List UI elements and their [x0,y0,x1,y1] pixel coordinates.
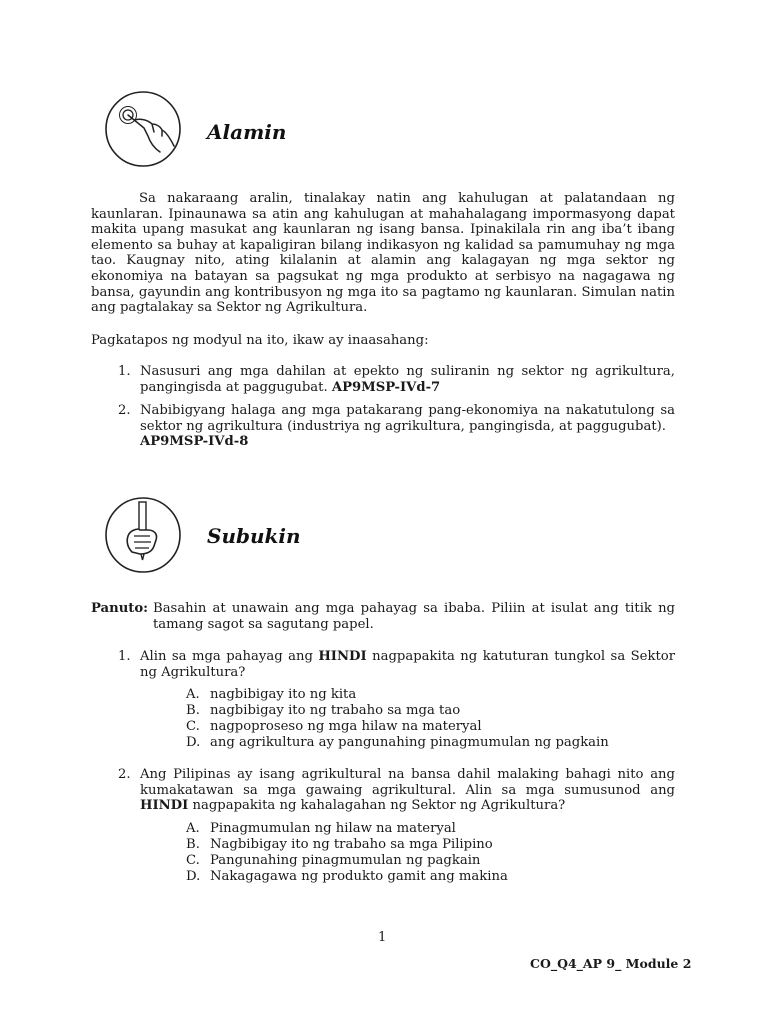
alamin-title: Alamin [207,120,287,144]
choice-a [186,687,666,703]
panuto-text: Basahin at unawain ang mga pahayag sa ibaba. Piliin at isulat ang titik ng tamang sagot sa sagutang papel. [153,601,675,632]
question-number: 2. [118,767,131,782]
objective-number: 2. [118,403,131,418]
choice-text: Pinagmumulan ng hilaw na materyal [210,821,456,836]
choice-text: nagbibigay ito ng kita [210,687,357,702]
choice-list [186,687,666,751]
choice-text: ang agrikultura ay pangunahing pinagmumulan ng pagkain [210,735,609,750]
choice-b [186,837,666,853]
alamin-intro-paragraph: Sa nakaraang aralin, tinalakay natin ang kahulugan at palatandaan ng kaunlaran. Ipinaunawa sa atin ang kahulugan at mahahalagang impormasyong dapat makita upang masukat ang kaunlaran ng isang bansa. Ipinakilala rin ang iba’t ibang elemento sa buhay at kapaligiran bilang indikasyon ng kalidad sa pamumuhay ng mga tao. Kaugnay nito, ating kilalanin at alamin ang kalagayan ng mga sektor ng ekonomiya na batayan sa pagsukat ng mga produkto at serbisyo na nagagawa ng bansa, gayundin ang kontribusyon ng mga ito sa pagtamo ng kaunlaran. Simulan natin ang pagtalakay sa Sektor ng Agrikultura. [91,191,675,316]
choice-list [186,821,666,885]
choice-letter: B. [186,837,200,852]
choice-text: Nagbibigay ito ng trabaho sa mga Pilipino [210,837,493,852]
choice-text: nagpoproseso ng mga hilaw na materyal [210,719,482,734]
objective-text: Nabibigyang halaga ang mga patakarang pang-ekonomiya na nakatutulong sa sektor ng agrikultura (industriya ng agrikultura, pangingisda, at paggugubat). [140,403,675,434]
choice-c [186,853,666,869]
pointing-hand-icon [104,90,182,168]
choice-letter: A. [186,687,200,702]
choice-letter: D. [186,869,201,884]
question-text: nagpapakita ng katuturan tungkol sa Sektor ng Agrikultura? [140,649,676,680]
choice-text: Nakagagawa ng produkto gamit ang makina [210,869,508,884]
panuto-label: Panuto: [91,601,149,616]
choice-c [186,719,666,735]
hand-holding-pencil-icon [104,496,182,574]
module-code: CO_Q4_AP 9_ Module 2 [530,956,692,971]
choice-text: Pangunahing pinagmumulan ng pagkain [210,853,481,868]
objective-number: 1. [118,364,131,379]
question-text: Ang Pilipinas ay isang agrikultural na bansa dahil malaking bahagi nito ang kumakatawan sa mga gawaing agrikultural. Alin sa mga sumusunod ang [140,767,675,798]
question-emphasis: HINDI [140,798,189,814]
choice-b [186,703,666,719]
choice-letter: B. [186,703,200,718]
choice-text: nagbibigay ito ng trabaho sa mga tao [210,703,461,718]
instructions [91,601,675,632]
choice-letter: C. [186,853,200,868]
choice-a [186,821,666,837]
question-item [118,649,675,680]
objective-code: AP9MSP-IVd-8 [140,434,249,450]
objective-item [118,403,675,450]
objective-code: AP9MSP-IVd-7 [331,379,441,395]
question-text: nagpapakita ng kahalagahan ng Sektor ng Agrikultura? [188,798,566,814]
question-text: Alin sa mga pahayag ang [140,649,319,664]
subukin-title: Subukin [207,524,301,548]
choice-d [186,869,666,885]
question-item [118,767,675,814]
question-emphasis: HINDI [318,649,367,664]
objective-text: Nasusuri ang mga dahilan at epekto ng suliranin ng sektor ng agrikultura, pangingisda at paggugubat. [140,364,675,395]
choice-letter: C. [186,719,200,734]
expectation-line: Pagkatapos ng modyul na ito, ikaw ay inaasahang: [91,333,429,348]
choice-letter: A. [186,821,200,836]
page-number: 1 [378,930,387,945]
question-number: 1. [118,649,131,664]
choice-letter: D. [186,735,201,750]
choice-d [186,735,666,751]
objective-item [118,364,675,395]
